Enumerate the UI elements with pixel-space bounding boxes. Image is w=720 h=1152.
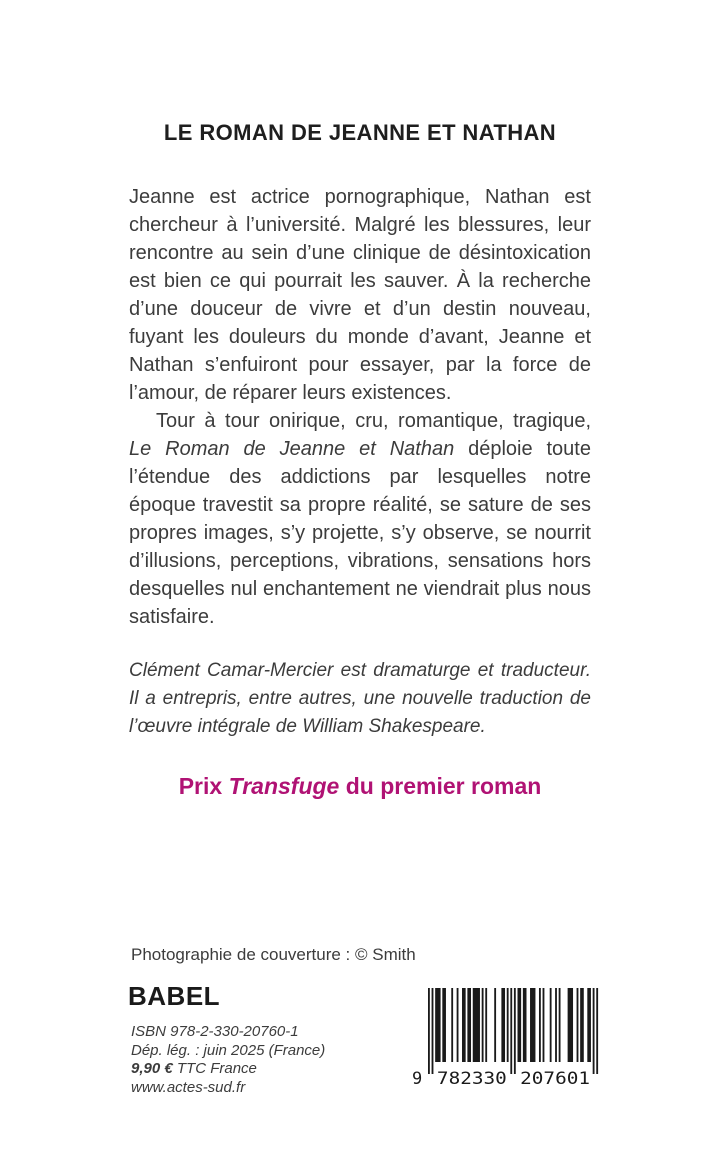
deposit-line: Dép. lég. : juin 2025 (France) — [131, 1041, 326, 1059]
text-segment: TTC France — [172, 1060, 257, 1077]
text-segment: Tour à tour onirique, cru, romantique, tragique, — [156, 410, 591, 432]
text-segment: du premier roman — [339, 773, 542, 799]
text-segment: Prix — [178, 773, 229, 799]
barcode-digits: 782330 — [436, 1069, 507, 1088]
synopsis-block — [129, 183, 591, 741]
ean13-barcode — [410, 988, 602, 1088]
book-title: LE ROMAN DE JEANNE ET NATHAN — [163, 120, 557, 145]
text-segment: Le Roman de Jeanne et Nathan — [129, 438, 455, 460]
price-line — [131, 1060, 325, 1079]
synopsis-paragraph-2 — [129, 407, 591, 631]
ean13-barcode-svg — [410, 988, 602, 1088]
text-segment: 9,90 € — [131, 1060, 173, 1077]
legal-block — [131, 1023, 325, 1097]
author-bio: Clément Camar-Mercier est dramaturge et traducteur. Il a entrepris, entre autres, une nouvelle traduction de l’œuvre intégrale de William Shakespeare. — [129, 660, 591, 737]
website-line: www.actes-sud.fr — [131, 1078, 246, 1096]
photo-credit: Photographie de couverture : © Smith — [131, 945, 416, 964]
barcode-digits: 207601 — [520, 1069, 590, 1088]
barcode-digits: 9 — [412, 1069, 423, 1088]
isbn-line: ISBN 978-2-330-20760-1 — [131, 1023, 299, 1040]
text-segment: Transfuge — [228, 773, 340, 799]
publisher-logo-babel: BABEL — [128, 981, 221, 1011]
text-segment: déploie toute l’étendue des addictions par lesquelles notre époque travestit sa propre réalité, se sature de ses propres images, s’y projette, s’y observe, se nourrit d’illusions, perceptions, vibrations, sensations hors desquelles nul enchantement ne viendrait plus nous satisfaire. — [129, 438, 591, 628]
synopsis-paragraph-1: Jeanne est actrice pornographique, Nathan est chercheur à l’université. Malgré les blessures, leur rencontre au sein d’une clinique de désintoxication est bien ce qui pourrait les sauver. À la recherche d’une douceur de vivre et d’un destin nouveau, fuyant les douleurs du monde d’avant, Jeanne et Nathan s’enfuiront pour essayer, par la force de l’amour, de réparer leurs existences. — [129, 186, 591, 404]
award-line — [0, 773, 720, 800]
